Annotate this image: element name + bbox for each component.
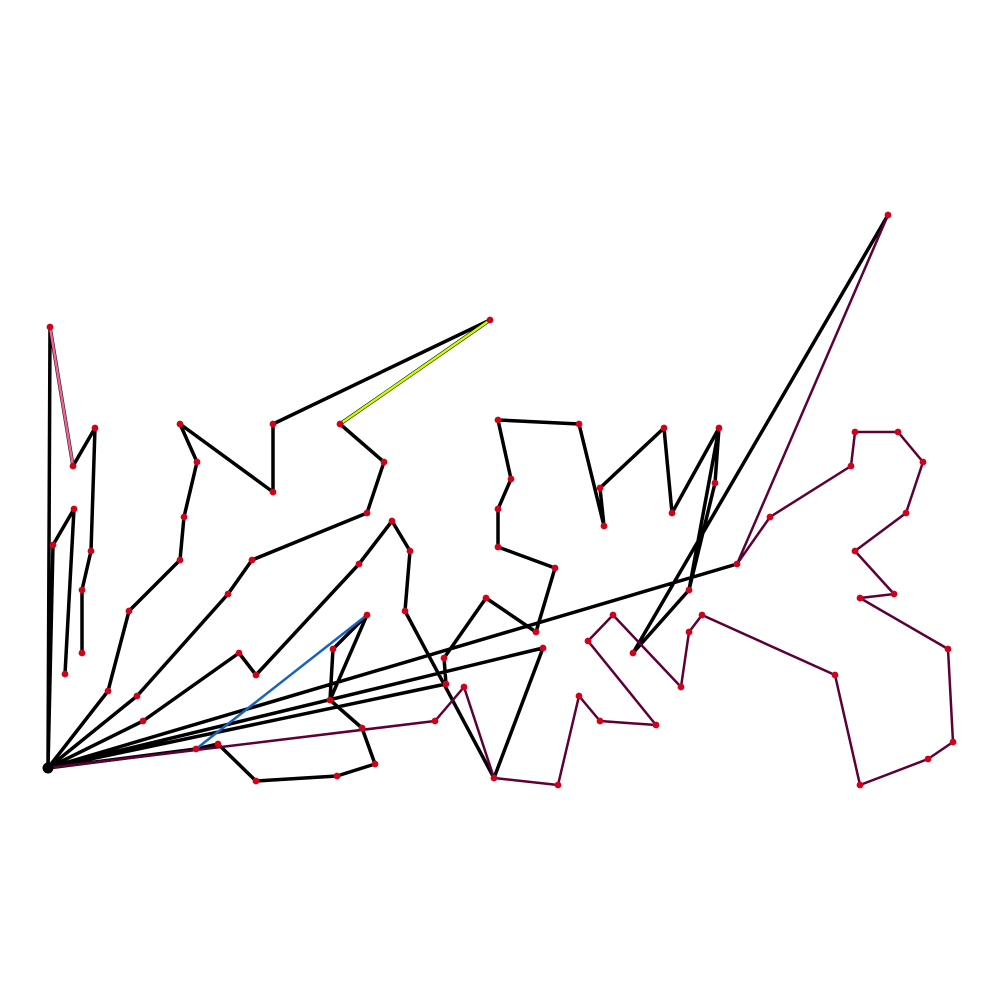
customer-node	[495, 417, 502, 424]
customer-node	[389, 518, 396, 525]
customer-node	[253, 672, 260, 679]
customer-node	[337, 421, 344, 428]
customer-node	[92, 425, 99, 432]
customer-node	[895, 429, 902, 436]
customer-node	[903, 510, 910, 517]
customer-node	[270, 421, 277, 428]
customer-node	[372, 761, 379, 768]
customer-node	[327, 697, 334, 704]
customer-node	[491, 775, 498, 782]
customer-node	[734, 561, 741, 568]
customer-node	[945, 646, 952, 653]
customer-node	[432, 718, 439, 725]
depot-layer	[43, 763, 54, 774]
customer-node	[857, 595, 864, 602]
customer-node	[610, 612, 617, 619]
customer-node	[134, 693, 141, 700]
customer-node	[661, 425, 668, 432]
customer-node	[767, 514, 774, 521]
customer-node	[950, 739, 957, 746]
customer-node	[105, 688, 112, 695]
customer-node	[364, 510, 371, 517]
customer-node	[356, 561, 363, 568]
customer-node	[270, 489, 277, 496]
customer-node	[540, 645, 547, 652]
customer-node	[381, 459, 388, 466]
customer-node	[857, 782, 864, 789]
customer-node	[461, 684, 468, 691]
customer-node	[885, 212, 892, 219]
customer-node	[193, 746, 200, 753]
customer-node	[177, 421, 184, 428]
customer-node	[334, 773, 341, 780]
customer-node	[407, 548, 414, 555]
customer-node	[249, 557, 256, 564]
customer-node	[70, 463, 77, 470]
depot-node	[43, 763, 54, 774]
customer-node	[555, 782, 562, 789]
customer-node	[50, 542, 57, 549]
customer-node	[79, 587, 86, 594]
customer-node	[402, 608, 409, 615]
customer-node	[495, 544, 502, 551]
customer-node	[62, 671, 69, 678]
customer-node	[597, 485, 604, 492]
customer-node	[88, 548, 95, 555]
customer-node	[79, 650, 86, 657]
customer-node	[597, 718, 604, 725]
customer-node	[71, 506, 78, 513]
customer-node	[686, 629, 693, 636]
customer-node	[181, 514, 188, 521]
customer-node	[712, 480, 719, 487]
customer-node	[716, 425, 723, 432]
customer-node	[925, 756, 932, 763]
customer-node	[495, 506, 502, 513]
customer-node	[483, 595, 490, 602]
customer-node	[443, 681, 450, 688]
customer-node	[140, 718, 147, 725]
customer-node	[364, 612, 371, 619]
customer-node	[441, 655, 448, 662]
customer-node	[359, 725, 366, 732]
customer-node	[253, 778, 260, 785]
customer-node	[194, 459, 201, 466]
customer-node	[852, 429, 859, 436]
customer-node	[576, 421, 583, 428]
customer-node	[576, 693, 583, 700]
customer-node	[601, 523, 608, 530]
customer-node	[236, 650, 243, 657]
customer-node	[699, 612, 706, 619]
customer-node	[552, 565, 559, 572]
customer-node	[215, 741, 222, 748]
customer-node	[225, 591, 232, 598]
customer-node	[126, 608, 133, 615]
customer-node	[920, 459, 927, 466]
customer-node	[669, 510, 676, 517]
customer-node	[47, 324, 54, 331]
customer-node	[330, 646, 337, 653]
customer-node	[508, 476, 515, 483]
customer-node	[653, 722, 660, 729]
customer-node	[585, 638, 592, 645]
customer-node	[686, 587, 693, 594]
customer-node	[848, 463, 855, 470]
customer-node	[177, 557, 184, 564]
customer-node	[487, 317, 494, 324]
customer-node	[630, 650, 637, 657]
customer-node	[533, 629, 540, 636]
customer-node	[852, 548, 859, 555]
customer-node	[678, 684, 685, 691]
customer-node	[891, 591, 898, 598]
customer-node	[832, 672, 839, 679]
